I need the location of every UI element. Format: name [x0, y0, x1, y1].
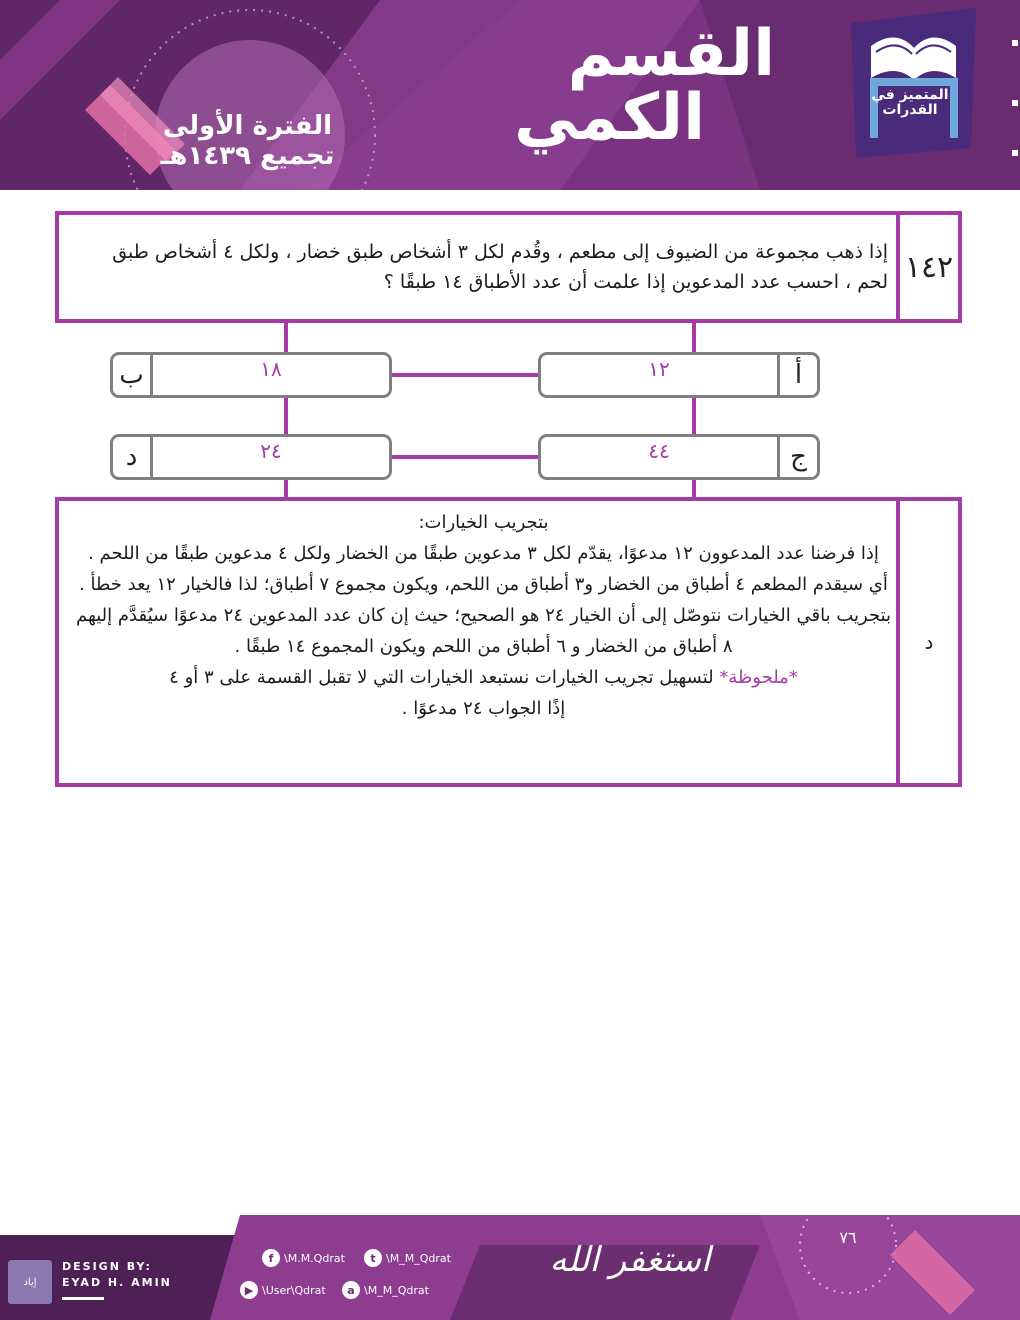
page-header — [0, 0, 1020, 190]
designer-underline — [62, 1297, 104, 1300]
solution-conclusion: إذًا الجواب ٢٤ مدعوًا . — [401, 698, 566, 719]
designer-line1: DESIGN BY: — [62, 1260, 152, 1273]
designer-credit — [62, 1259, 172, 1291]
solution-paragraph-1: إذا فرضنا عدد المدعوون ١٢ مدعوًا، يقدّم لكل ٣ مدعوين طبقًا من الخضار ولكل ٤ مدعوين طبقًا من اللحم . — [88, 543, 879, 564]
option-a-letter: أ — [777, 355, 817, 395]
designer-signature: إياد — [8, 1260, 52, 1304]
option-c-letter: ج — [777, 437, 817, 477]
option-b[interactable] — [110, 352, 392, 398]
twitter-handle: \M_M_Qdrat — [386, 1251, 451, 1265]
answer-cell — [896, 501, 958, 783]
youtube-handle: \User\Qdrat — [262, 1283, 326, 1297]
note-text: لتسهيل تجريب الخيارات نستبعد الخيارات التي لا تقبل القسمة على ٣ أو ٤ — [169, 667, 720, 688]
ask-link[interactable] — [342, 1281, 429, 1299]
question-text: إذا ذهب مجموعة من الضيوف إلى مطعم ، وقُدم لكل ٣ أشخاص طبق خضار ، ولكل ٤ أشخاص طبق لحم ، احسب عدد المدعوين إذا علمت أن عدد الأطباق ١٤ طبقًا ؟ — [112, 241, 888, 293]
solution-paragraph-2: أي سيقدم المطعم ٤ أطباق من الخضار و٣ أطباق من اللحم، ويكون مجموع ٧ أطباق؛ لذا فالخيار ١٢ يعد خطأ . — [79, 574, 888, 595]
istighfar-calligraphy: استغفر الله — [549, 1240, 711, 1280]
section-title-line2: الكمي — [514, 81, 705, 155]
solution-heading: بتجريب الخيارات: — [418, 512, 549, 533]
facebook-link[interactable] — [262, 1249, 345, 1267]
question-number-cell — [896, 215, 958, 319]
answer-letter: د — [924, 630, 934, 654]
option-b-letter: ب — [113, 355, 153, 395]
option-c[interactable] — [538, 434, 820, 480]
option-b-value: ١٨ — [260, 357, 282, 381]
connector-line — [390, 373, 540, 377]
option-d-value: ٢٤ — [260, 439, 282, 463]
solution-box — [55, 497, 962, 787]
ask-icon: a — [342, 1281, 360, 1299]
facebook-icon: f — [262, 1249, 280, 1267]
book-logo-icon — [846, 8, 981, 158]
solution-paragraph-3: بتجريب باقي الخيارات نتوصّل إلى أن الخيار ٢٤ هو الصحيح؛ حيث إن كان عدد المدعوين ٢٤ مدعوًا سيُقدَّم إليهم ٨ أطباق من الخضار و ٦ أطباق من اللحم ويكون المجموع ١٤ طبقًا . — [75, 605, 892, 657]
note-label: *ملحوظة* — [719, 667, 798, 688]
period-label — [140, 112, 355, 172]
connector-line — [390, 455, 540, 459]
option-a-value: ١٢ — [648, 357, 670, 381]
question-box — [55, 211, 962, 323]
question-number: ١٤٢ — [904, 249, 954, 285]
solution-note — [71, 662, 896, 693]
youtube-link[interactable] — [240, 1281, 326, 1299]
option-a[interactable] — [538, 352, 820, 398]
solution-text — [71, 507, 896, 724]
facebook-handle: \M.M.Qdrat — [284, 1251, 345, 1265]
section-title — [415, 17, 775, 155]
ask-handle: \M_M_Qdrat — [364, 1283, 429, 1297]
option-c-value: ٤٤ — [648, 439, 670, 463]
designer-line2: EYAD H. AMIN — [62, 1276, 172, 1289]
twitter-icon: t — [364, 1249, 382, 1267]
period-label-line2: تجميع ١٤٣٩هـ — [160, 140, 335, 171]
section-title-line1: القسم — [567, 17, 775, 91]
youtube-icon: ▶ — [240, 1281, 258, 1299]
option-d[interactable] — [110, 434, 392, 480]
logo-text: المتميز في القدرات — [871, 87, 949, 118]
twitter-link[interactable] — [364, 1249, 451, 1267]
option-d-letter: د — [113, 437, 153, 477]
period-label-line1: الفترة الأولى — [162, 111, 333, 141]
page-number: ٧٦ — [839, 1228, 857, 1247]
